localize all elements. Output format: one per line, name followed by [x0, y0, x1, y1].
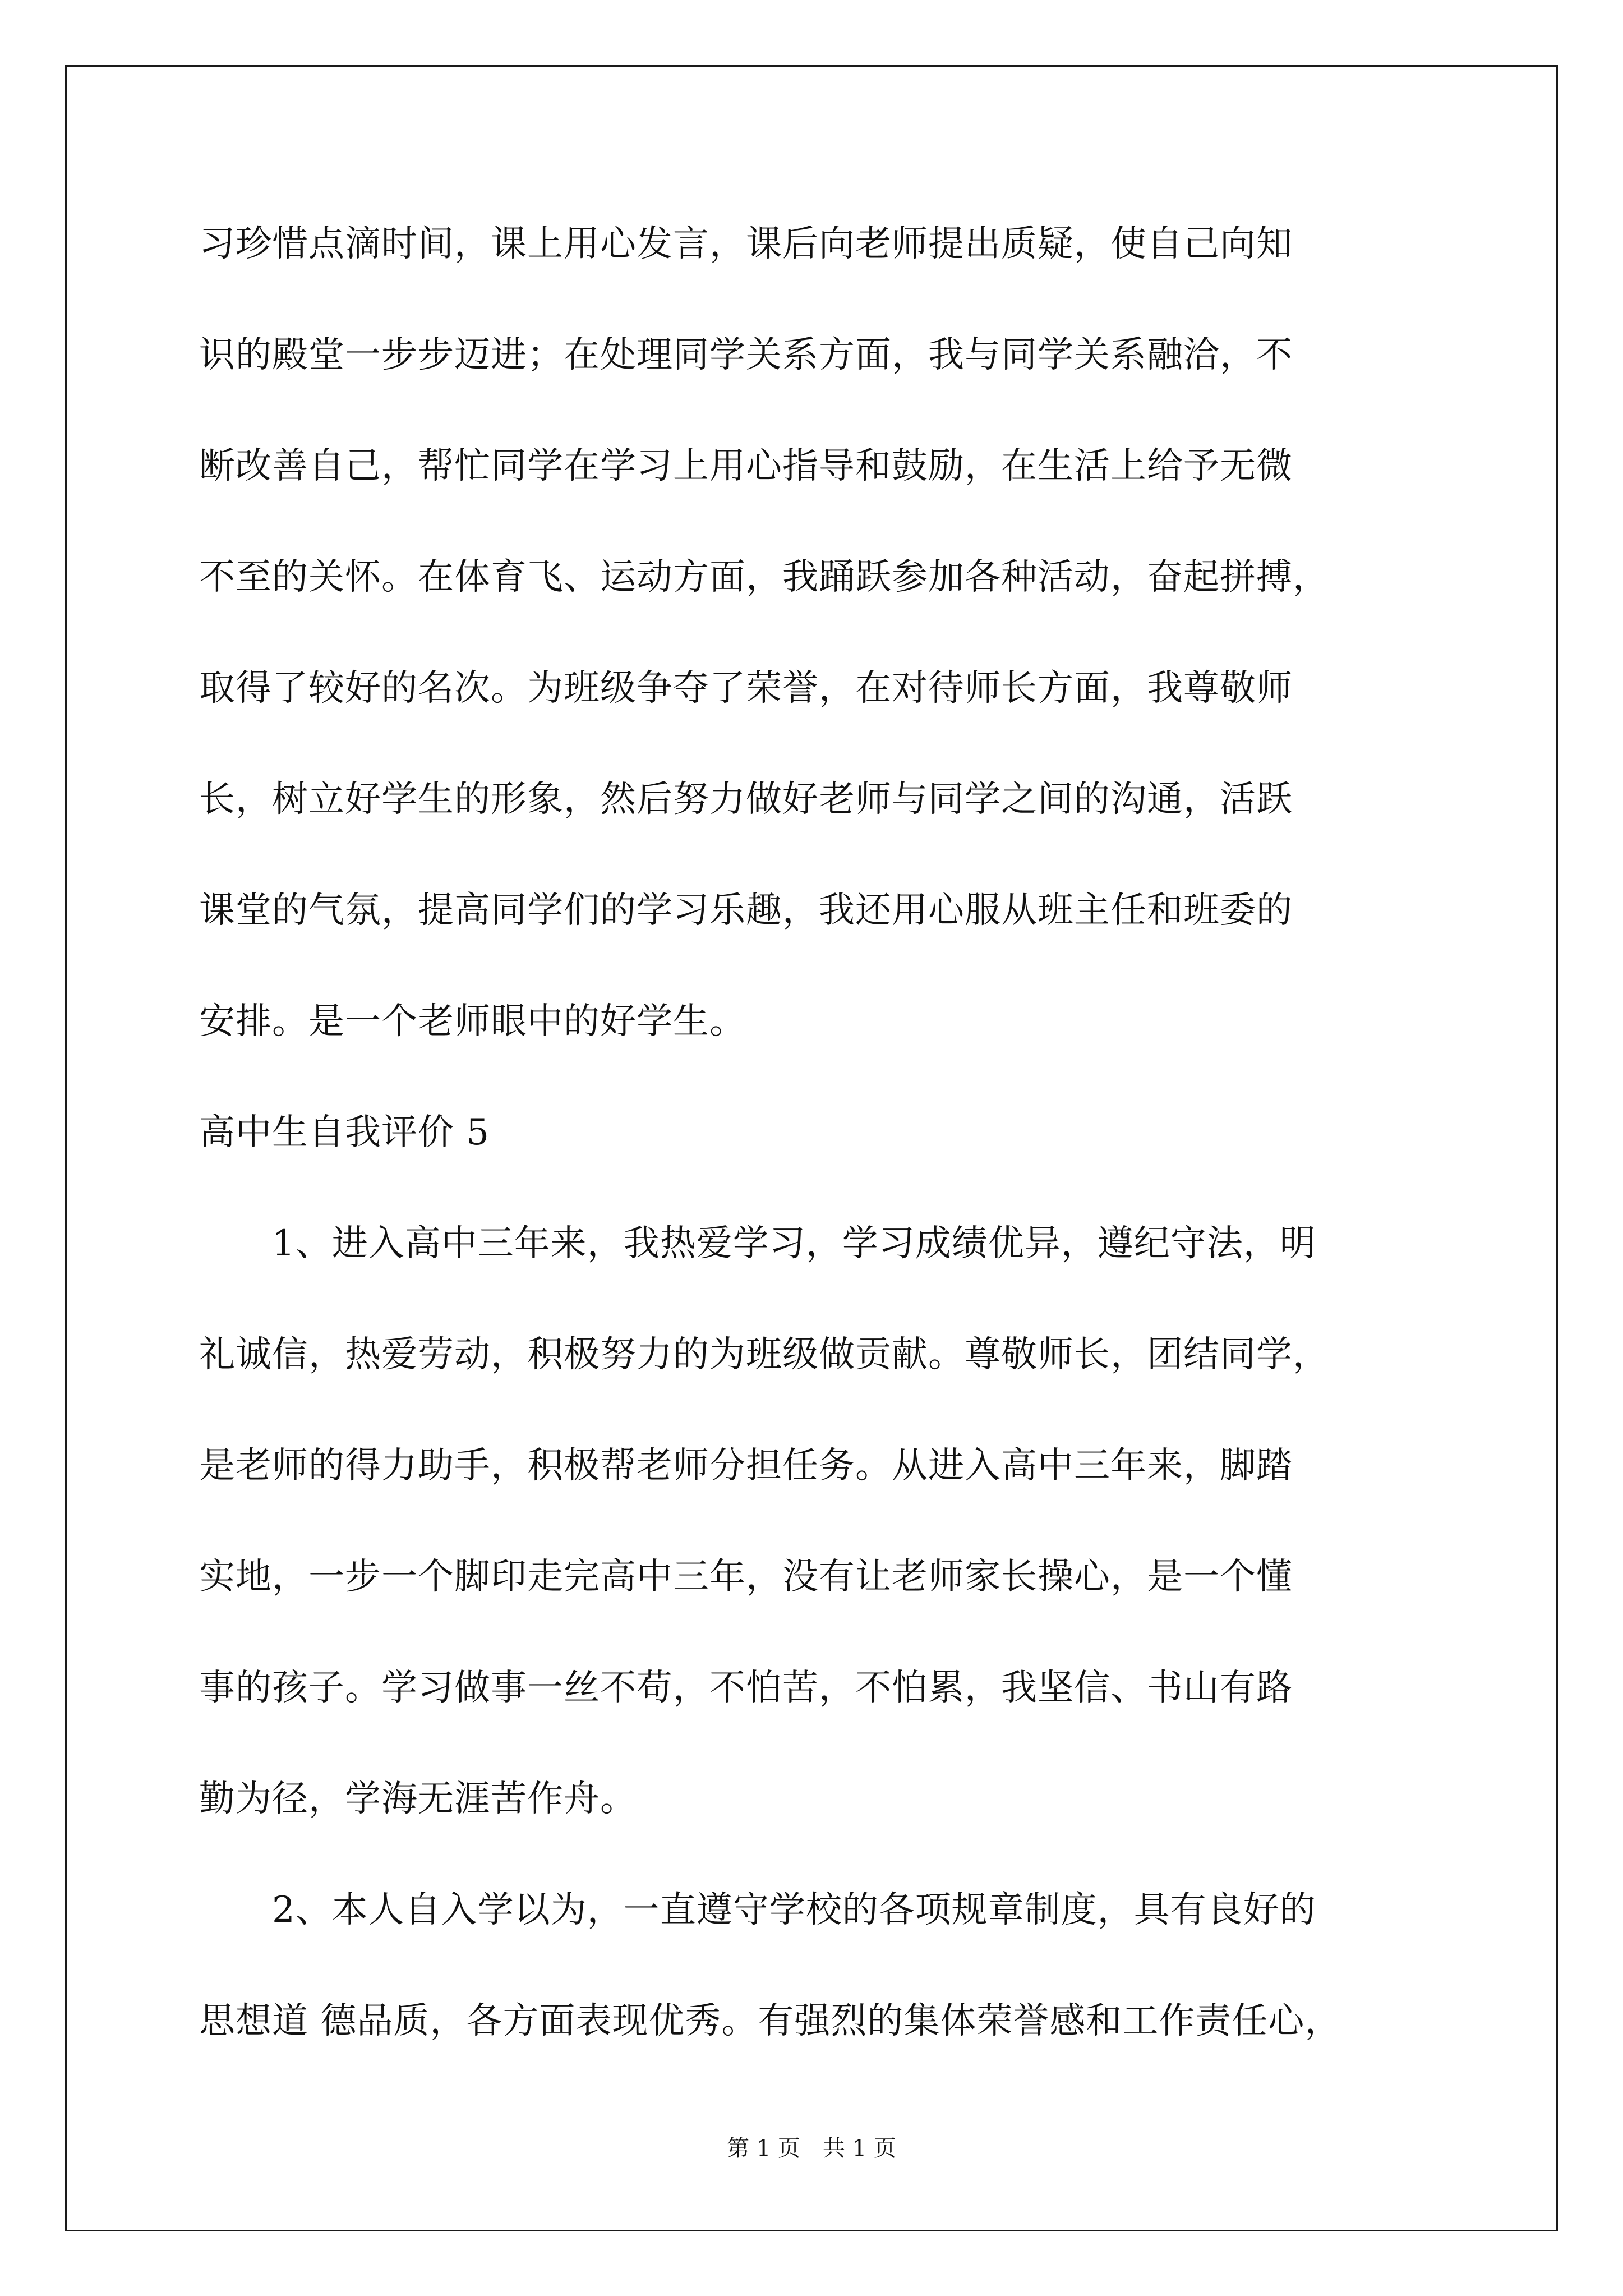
text-line: 课堂的气氛，提高同学们的学习乐趣，我还用心服从班主任和班委的	[199, 890, 1293, 931]
text-line: 事的孩子。学习做事一丝不苟，不怕苦，不怕累，我坚信、书山有路	[199, 1667, 1293, 1709]
text-line: 断改善自己，帮忙同学在学习上用心指导和鼓励，在生活上给予无微	[199, 445, 1293, 487]
text-line: 取得了较好的名次。为班级争夺了荣誉，在对待师长方面，我尊敬师	[199, 668, 1293, 709]
text-line: 安排。是一个老师眼中的好学生。	[199, 1001, 746, 1042]
text-line: 实地，一步一个脚印走完高中三年，没有让老师家长操心，是一个懂	[199, 1556, 1293, 1598]
page-number: 第 1 页	[727, 2136, 800, 2161]
text-line: 2、本人自入学以为，一直遵守学校的各项规章制度，具有良好的	[272, 1889, 1316, 1931]
document-body	[199, 216, 1422, 2049]
text-line: 思想道 德品质，各方面表现优秀。有强烈的集体荣誉感和工作责任心，	[199, 2000, 1341, 2042]
text-line: 勤为径，学海无涯苦作舟。	[199, 1778, 637, 1820]
text-line: 习珍惜点滴时间，课上用心发言，课后向老师提出质疑，使自己向知	[199, 223, 1293, 265]
page-footer	[0, 2132, 1623, 2165]
text-line: 识的殿堂一步步迈进；在处理同学关系方面，我与同学关系融洽，不	[199, 334, 1293, 376]
text-line: 长，树立好学生的形象，然后努力做好老师与同学之间的沟通，活跃	[199, 779, 1293, 820]
text-line: 不至的关怀。在体育飞、运动方面，我踊跃参加各种活动，奋起拼搏，	[199, 556, 1329, 598]
section-heading: 高中生自我评价 5	[199, 1112, 490, 1153]
text-line: 1、进入高中三年来，我热爱学习，学习成绩优异，遵纪守法，明	[272, 1223, 1316, 1264]
text-line: 礼诚信，热爱劳动，积极努力的为班级做贡献。尊敬师长，团结同学，	[199, 1334, 1329, 1375]
text-line: 是老师的得力助手，积极帮老师分担任务。从进入高中三年来，脚踏	[199, 1445, 1293, 1487]
total-pages: 共 1 页	[823, 2136, 896, 2161]
